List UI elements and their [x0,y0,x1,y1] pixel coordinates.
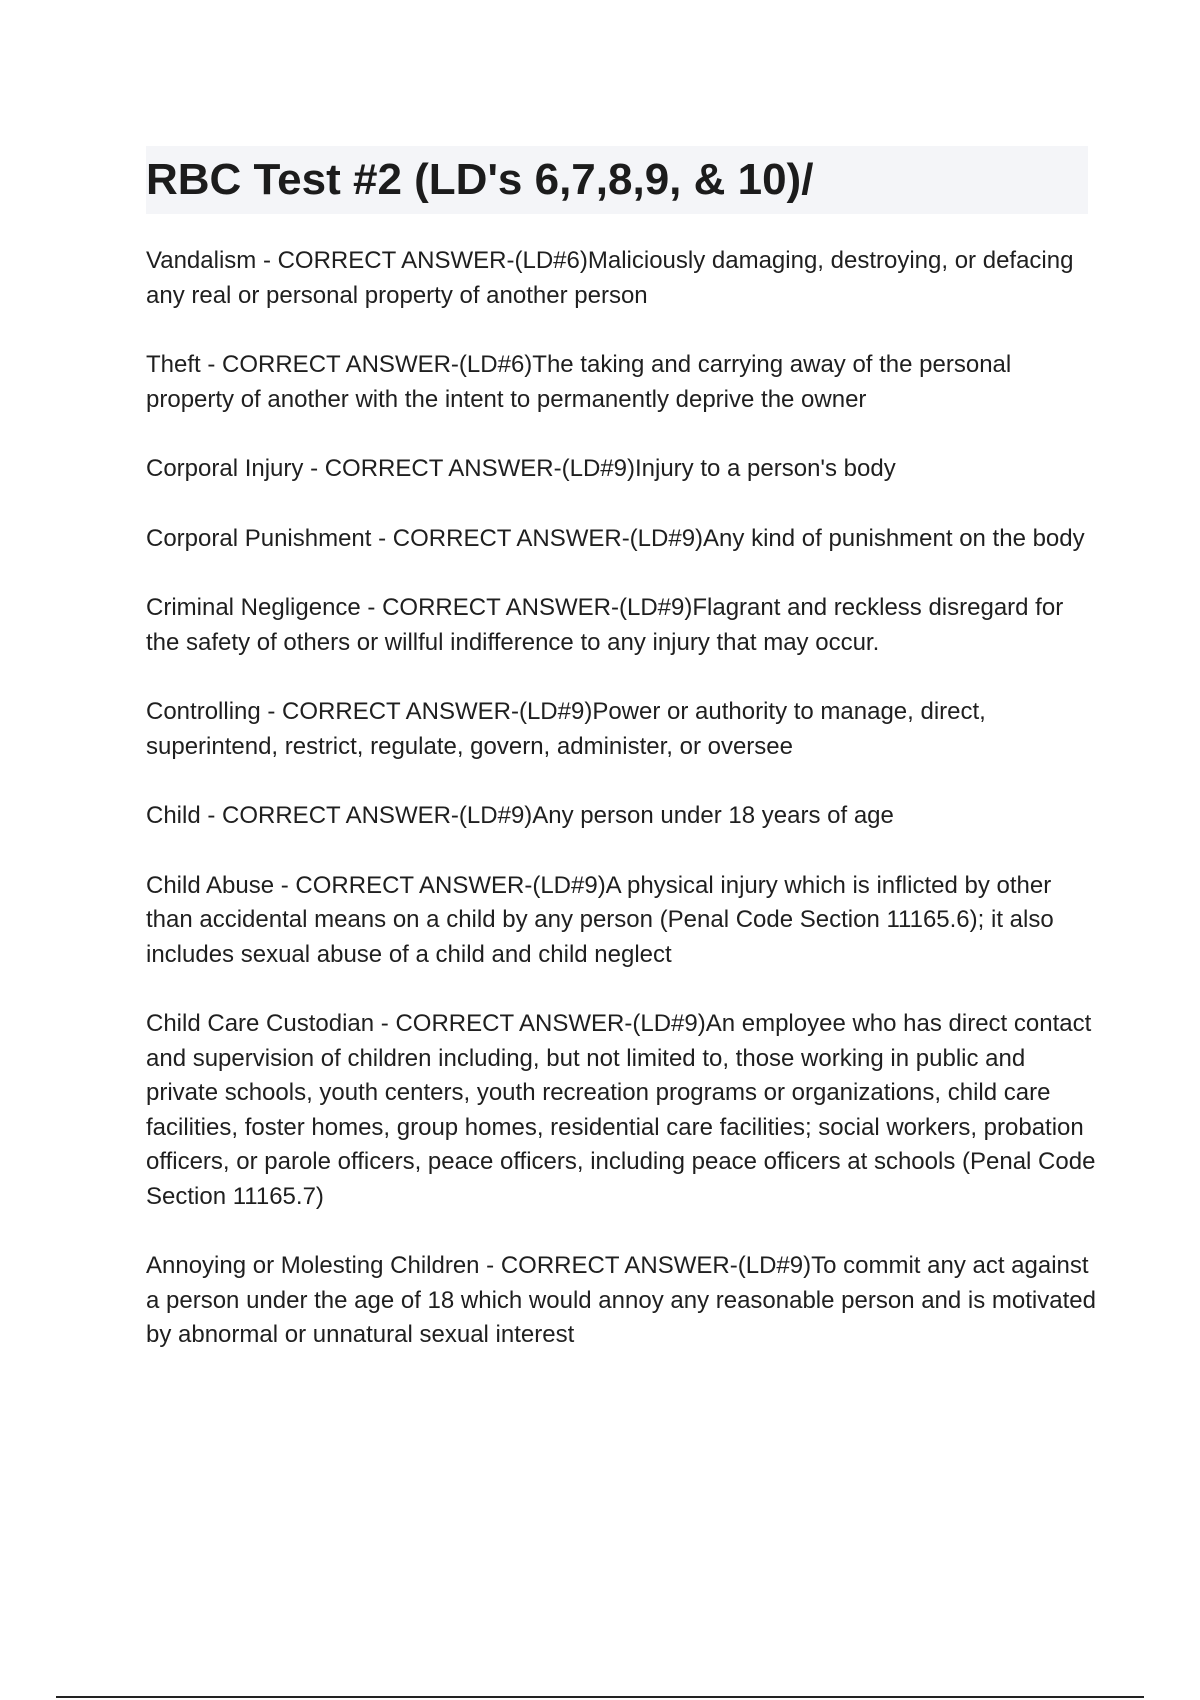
footer-divider [56,1696,1144,1698]
entry-criminal-negligence: Criminal Negligence - CORRECT ANSWER-(LD#9)Flagrant and reckless disregard for the safety of others or willful indifference to any injury that may occur. [146,594,1064,656]
page-title: RBC Test #2 (LD's 6,7,8,9, & 10)/ [146,155,814,204]
entry-annoying-or-molesting-children: Annoying or Molesting Children - CORRECT ANSWER-(LD#9)To commit any act against a person under the age of 18 which would annoy any reasonable person and is motivated by abnormal or unnatural sexual interest [146,1252,1096,1348]
entry-corporal-injury: Corporal Injury - CORRECT ANSWER-(LD#9)Injury to a person's body [146,455,896,482]
entry-child-abuse: Child Abuse - CORRECT ANSWER-(LD#9)A physical injury which is inflicted by other than accidental means on a child by any person (Penal Code Section 11165.6); it also includes sexual abuse of a child and child neglect [146,871,1054,968]
entry-controlling: Controlling - CORRECT ANSWER-(LD#9)Power or authority to manage, direct, superintend, restrict, regulate, govern, administer, or oversee [146,698,986,760]
entry-child: Child - CORRECT ANSWER-(LD#9)Any person under 18 years of age [146,802,894,829]
entry-vandalism: Vandalism - CORRECT ANSWER-(LD#6)Maliciously damaging, destroying, or defacing any real or personal property of another person [146,247,1074,309]
entry-child-care-custodian: Child Care Custodian - CORRECT ANSWER-(LD#9)An employee who has direct contact and supervision of children including, but not limited to, those working in public and private schools, youth centers, youth recreation programs or organizations, child care facilities, foster homes, group homes, residential care facilities; social workers, probation officers, or parole officers, peace officers, including peace officers at schools (Penal Code Section 11165.7) [146,1010,1096,1210]
entry-theft: Theft - CORRECT ANSWER-(LD#6)The taking and carrying away of the personal property of another with the intent to permanently deprive the owner [146,351,1012,413]
title-banner [146,146,1088,214]
entry-list [146,244,1096,1388]
entry-corporal-punishment: Corporal Punishment - CORRECT ANSWER-(LD#9)Any kind of punishment on the body [146,524,1085,552]
